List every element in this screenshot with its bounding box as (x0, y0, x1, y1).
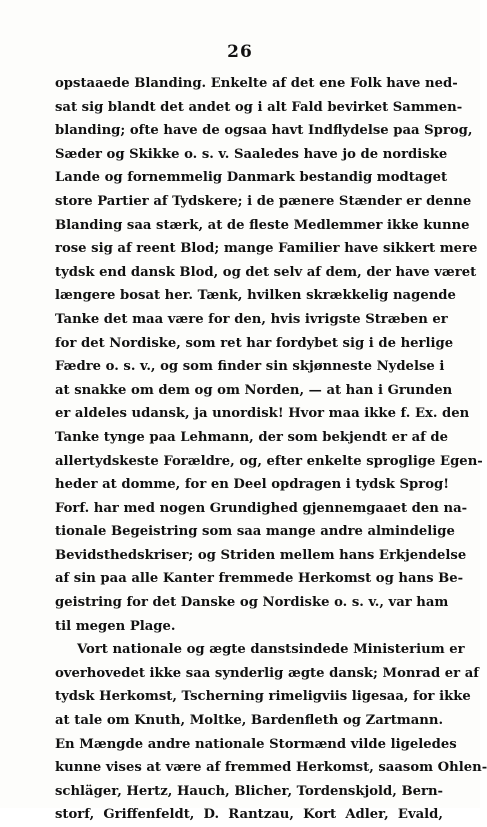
text-line: Tanke det maa være for den, hvis ivrigste Stræben er (55, 311, 448, 327)
text-line: tydsk end dansk Blod, og det selv af dem, der have været (55, 264, 477, 280)
text-line: storf, Griffenfeldt, D. Rantzau, Kort Adler, Evald, (55, 807, 443, 823)
text-line: Blanding saa stærk, at de fleste Medlemmer ikke kunne (55, 217, 470, 233)
text-line: rose sig af reent Blod; mange Familier have sikkert mere (55, 241, 478, 257)
text-line: Bevidsthedskriser; og Striden mellem hans Erkjendelse (55, 547, 467, 563)
text-line: geistring for det Danske og Nordiske o. s. v., var ham (55, 595, 449, 611)
text-line: at snakke om dem og om Norden, — at han i Grunden (55, 382, 453, 398)
text-line: store Partier af Tydskere; i de pænere Stænder er denne (55, 193, 472, 209)
body-text (55, 72, 487, 827)
text-line: allertydskeste Forældre, og, efter enkelte sproglige Egen- (55, 453, 483, 469)
text-line: er aldeles udansk, ja unordisk! Hvor maa ikke f. Ex. den (55, 406, 470, 422)
text-line: af sin paa alle Kanter fremmede Herkomst og hans Be- (55, 571, 464, 587)
text-line: Vort nationale og ægte danstsindede Ministerium er (77, 642, 465, 658)
text-line: Sæder og Skikke o. s. v. Saaledes have jo de nordiske (55, 146, 448, 162)
text-line: Tanke tynge paa Lehmann, der som bekjendt er af de (55, 429, 449, 445)
text-line: opstaaede Blanding. Enkelte af det ene Folk have ned- (55, 76, 458, 91)
text-line: Lande og fornemmelig Danmark bestandig modtaget (55, 170, 448, 186)
text-line: heder at domme, for en Deel opdragen i tydsk Sprog! (55, 477, 449, 493)
text-line: schläger, Hertz, Hauch, Blicher, Tordenskjold, Bern- (55, 783, 444, 799)
text-line: Forf. har med nogen Grundighed gjennemgaaet den na- (55, 500, 468, 516)
text-line: En Mængde andre nationale Stormænd vilde ligeledes (55, 736, 457, 752)
page-number: 26 (227, 42, 253, 62)
text-line: tionale Begeistring som saa mange andre almindelige (55, 524, 455, 540)
text-line: tydsk Herkomst, Tscherning rimeligviis ligesaa, for ikke (55, 689, 471, 705)
text-line: sat sig blandt det andet og i alt Fald bevirket Sammen- (55, 99, 463, 115)
text-line: overhovedet ikke saa synderlig ægte dansk; Monrad er af (55, 665, 479, 681)
text-line: at tale om Knuth, Moltke, Bardenfleth og Zartmann. (55, 713, 444, 729)
text-line: blanding; ofte have de ogsaa havt Indflydelse paa Sprog, (55, 123, 473, 139)
text-line: kunne vises at være af fremmed Herkomst, saasom Ohlen- (55, 760, 487, 776)
text-line: Fædre o. s. v., og som finder sin skjønneste Nydelse i (55, 359, 445, 375)
text-line: til megen Plage. (55, 618, 176, 634)
text-line: længere bosat her. Tænk, hvilken skrækkelig nagende (55, 288, 456, 304)
text-line: for det Nordiske, som ret har fordybet sig i de herlige (55, 335, 454, 351)
